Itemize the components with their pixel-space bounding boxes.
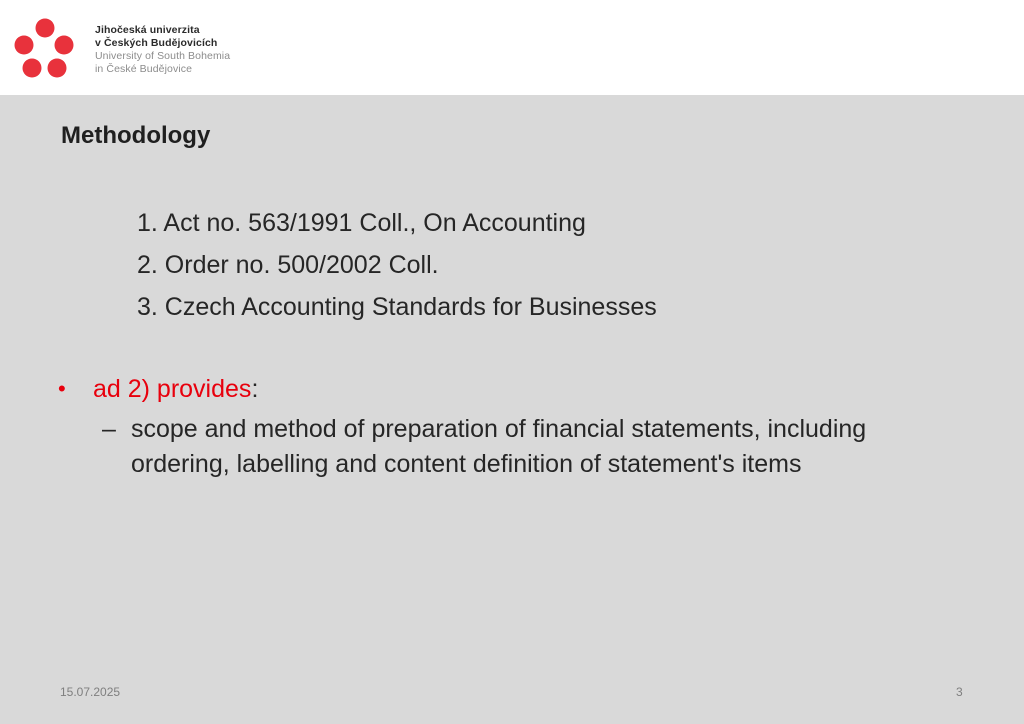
sub-bullet-text: scope and method of preparation of financial statements, including ordering, labelling and content definition of statement's items: [131, 415, 867, 478]
university-name: [95, 24, 230, 76]
logo-text-line-4: in České Budějovice: [95, 63, 193, 75]
list-item: 2. Order no. 500/2002 Coll.: [137, 251, 439, 279]
footer-date: 15.07.2025: [60, 685, 121, 699]
bullet-line: [58, 369, 958, 409]
list-item: 1. Act no. 563/1991 Coll., On Accounting: [137, 209, 586, 237]
numbered-list: [137, 202, 657, 328]
university-logo-icon: [14, 18, 78, 82]
bullet-block: [58, 369, 958, 478]
bullet-colon: :: [251, 375, 259, 403]
slide-body: [0, 95, 1024, 724]
page-number: 3: [956, 685, 963, 699]
logo-text-line-3: University of South Bohemia: [95, 50, 231, 62]
bullet-text: [93, 369, 258, 409]
bullet-lead: ad 2) provides: [93, 375, 252, 403]
header-bar: [0, 0, 1024, 95]
bullet-marker: •: [58, 376, 66, 401]
slide-title: Methodology: [61, 122, 211, 149]
sub-bullet-marker: –: [102, 415, 116, 443]
logo-text-line-2: v Českých Budějovicích: [95, 37, 218, 49]
list-item: 3. Czech Accounting Standards for Businesses: [137, 293, 657, 321]
logo-text-line-1: Jihočeská univerzita: [95, 24, 200, 36]
